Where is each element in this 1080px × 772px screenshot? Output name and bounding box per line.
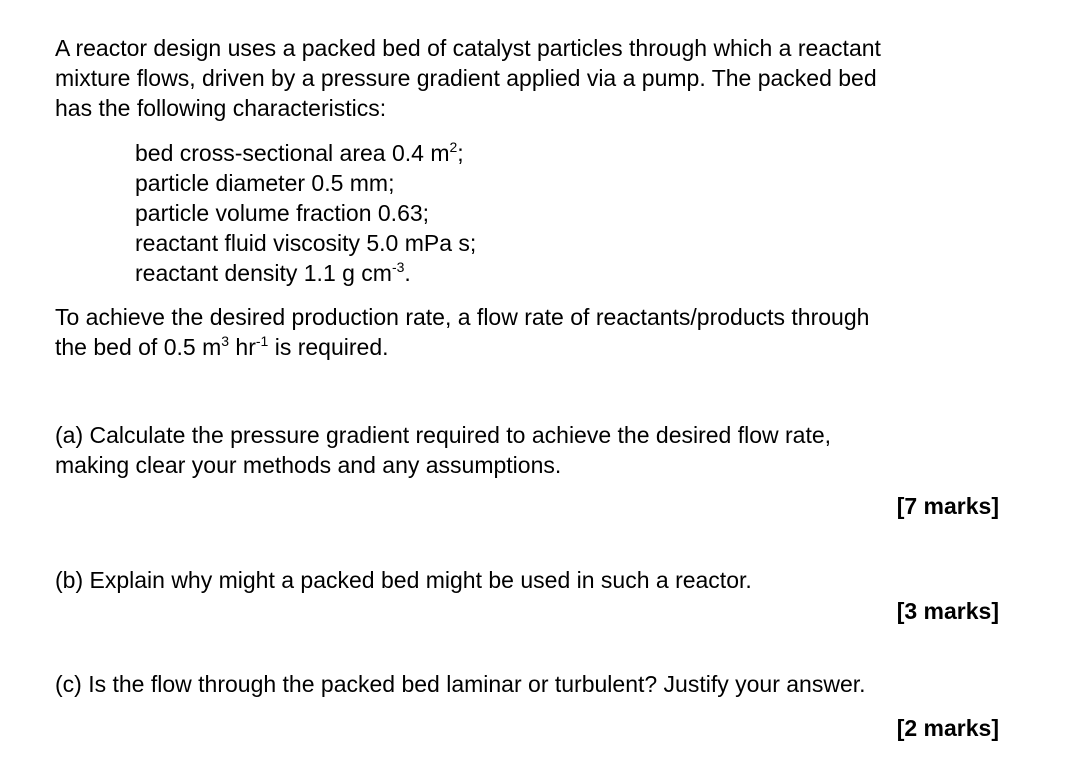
intro-line-1: A reactor design uses a packed bed of catalyst particles through which a reactant (55, 35, 881, 61)
question-a-line-1: (a) Calculate the pressure gradient required to achieve the desired flow rate, (55, 422, 832, 448)
question-a-line-2: making clear your methods and any assumptions. (55, 452, 562, 478)
intro-line-3: has the following characteristics: (55, 95, 387, 121)
characteristic-text: particle volume fraction 0.63; (135, 200, 430, 226)
characteristic-item-viscosity (135, 228, 476, 258)
characteristic-suffix: . (404, 260, 411, 286)
flow-line-2 (55, 332, 869, 362)
characteristic-item-density (135, 258, 476, 288)
question-b (55, 565, 752, 595)
characteristic-suffix: ; (457, 140, 464, 166)
flow-line-2-mid: hr (229, 334, 256, 360)
question-a-marks: [7 marks] (896, 493, 999, 519)
question-a (55, 420, 831, 480)
characteristics-list (135, 138, 476, 288)
flow-line-2-pre: the bed of 0.5 m (55, 334, 222, 360)
flow-rate-paragraph (55, 302, 869, 362)
characteristic-text: particle diameter 0.5 mm; (135, 170, 395, 196)
intro-line-2: mixture flows, driven by a pressure gradient applied via a pump. The packed bed (55, 65, 877, 91)
question-b-marks: [3 marks] (896, 598, 999, 624)
flow-unit-superscript-3: 3 (221, 333, 230, 349)
question-c-line-1: (c) Is the flow through the packed bed laminar or turbulent? Justify your answer. (55, 671, 866, 697)
characteristic-superscript: 2 (449, 139, 458, 155)
characteristic-item-volume-fraction (135, 198, 476, 228)
question-c-marks: [2 marks] (896, 715, 999, 741)
flow-line-1: To achieve the desired production rate, a flow rate of reactants/products through (55, 304, 870, 330)
characteristic-text: bed cross-sectional area 0.4 m (135, 140, 450, 166)
characteristic-item-area (135, 138, 476, 168)
characteristic-text: reactant fluid viscosity 5.0 mPa s; (135, 230, 477, 256)
characteristic-superscript: -3 (391, 259, 405, 275)
flow-unit-superscript-minus-1: -1 (255, 333, 269, 349)
characteristic-item-diameter (135, 168, 476, 198)
intro-paragraph (55, 33, 881, 123)
question-c (55, 669, 866, 699)
characteristic-text: reactant density 1.1 g cm (135, 260, 392, 286)
question-b-line-1: (b) Explain why might a packed bed might be used in such a reactor. (55, 567, 752, 593)
flow-line-2-post: is required. (268, 334, 389, 360)
